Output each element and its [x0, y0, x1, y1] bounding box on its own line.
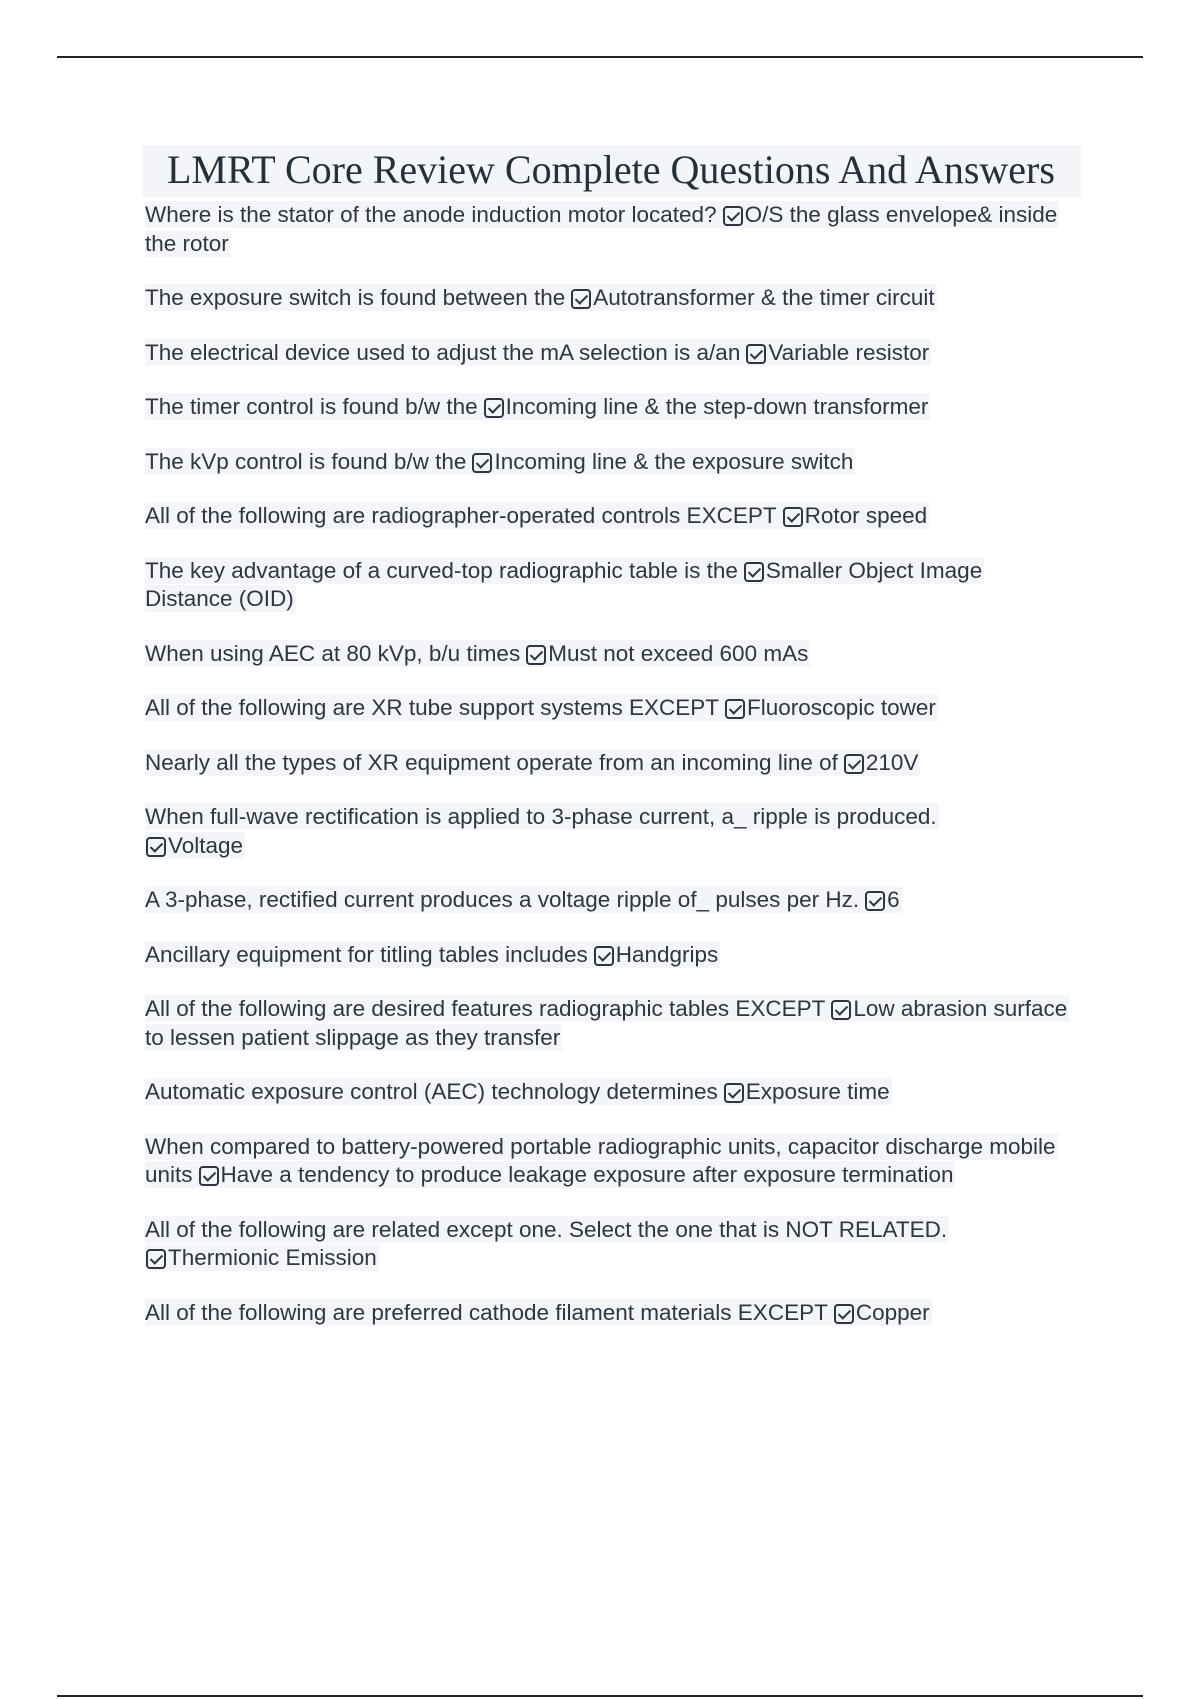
- answer-text: O/S the glass envelope& inside the rotor: [145, 202, 1058, 256]
- answer-text: Handgrips: [615, 941, 719, 967]
- answer-text: 6: [887, 887, 900, 912]
- qa-item-text: [145, 749, 920, 776]
- answer-text: Variable resistor: [768, 339, 930, 365]
- qa-item: [145, 339, 1075, 368]
- qa-item-text: [145, 941, 720, 968]
- question-text: Automatic exposure control (AEC) technology determines: [145, 1079, 718, 1104]
- qa-item: [145, 803, 1075, 860]
- answer-text: 210V: [865, 749, 919, 775]
- question-text: All of the following are preferred cathode filament materials EXCEPT: [145, 1299, 828, 1325]
- checkbox-checked-icon: [834, 1304, 854, 1324]
- qa-item: [145, 393, 1075, 422]
- checkbox-checked-icon: [844, 754, 864, 774]
- qa-item: [145, 941, 1075, 970]
- qa-item-text: [145, 803, 939, 859]
- checkbox-checked-icon: [594, 946, 614, 966]
- checkbox-checked-icon: [724, 1083, 744, 1103]
- question-text: All of the following are XR tube support systems EXCEPT: [145, 695, 720, 720]
- qa-item-text: [145, 284, 937, 311]
- header-rule: [57, 56, 1143, 58]
- qa-item-text: [145, 640, 810, 667]
- question-text: The electrical device used to adjust the mA selection is a/an: [145, 339, 741, 365]
- question-text: When full-wave rectification is applied to 3-phase current, a_ ripple is produced.: [145, 804, 937, 829]
- qa-item: [145, 640, 1075, 669]
- answer-text: Must not exceed 600 mAs: [548, 640, 809, 666]
- checkbox-checked-icon: [146, 837, 166, 857]
- question-text: The timer control is found b/w the: [145, 394, 478, 419]
- answer-text: Incoming line & the exposure switch: [494, 448, 854, 474]
- document-body: [145, 145, 1095, 1353]
- qa-item-text: [145, 995, 1069, 1051]
- checkbox-checked-icon: [472, 453, 492, 473]
- qa-item-text: [145, 393, 930, 420]
- checkbox-checked-icon: [725, 699, 745, 719]
- answer-text: Thermionic Emission: [168, 1245, 377, 1270]
- qa-item-text: [145, 1078, 892, 1105]
- question-text: Nearly all the types of XR equipment operate from an incoming line of: [145, 749, 838, 775]
- checkbox-checked-icon: [723, 206, 743, 226]
- qa-item-text: [145, 502, 929, 529]
- qa-item: [145, 448, 1075, 477]
- checkbox-checked-icon: [831, 1000, 851, 1020]
- qa-item-text: [145, 1133, 1058, 1189]
- question-text: The kVp control is found b/w the: [145, 448, 467, 474]
- qa-item: [145, 749, 1075, 778]
- question-text: All of the following are desired features radiographic tables EXCEPT: [145, 996, 826, 1021]
- checkbox-checked-icon: [146, 1249, 166, 1269]
- qa-item: [145, 694, 1075, 723]
- checkbox-checked-icon: [746, 344, 766, 364]
- qa-item: [145, 1133, 1075, 1190]
- qa-item: [145, 1299, 1075, 1328]
- answer-text: Exposure time: [745, 1079, 890, 1104]
- question-text: The key advantage of a curved-top radiographic table is the: [145, 557, 738, 583]
- qa-item: [145, 995, 1075, 1052]
- qa-item-text: [145, 1299, 932, 1326]
- checkbox-checked-icon: [744, 562, 764, 582]
- checkbox-checked-icon: [199, 1166, 219, 1186]
- question-text: A 3-phase, rectified current produces a voltage ripple of_ pulses per Hz.: [145, 887, 860, 912]
- answer-text: Fluoroscopic tower: [747, 695, 936, 720]
- question-text: Where is the stator of the anode induction motor located?: [145, 202, 717, 227]
- answer-text: Low abrasion surface to lessen patient slippage as they transfer: [145, 996, 1068, 1050]
- qa-item-text: [145, 886, 902, 913]
- qa-item: [145, 201, 1075, 258]
- answer-text: Voltage: [168, 832, 244, 858]
- question-text: When using AEC at 80 kVp, b/u times: [145, 640, 521, 666]
- qa-item-text: [145, 1216, 949, 1272]
- answer-text: Autotransformer & the timer circuit: [593, 285, 935, 310]
- answer-text: Smaller Object Image Distance (OID): [145, 557, 983, 611]
- question-text: All of the following are radiographer-operated controls EXCEPT: [145, 503, 777, 528]
- qa-list: [145, 201, 1095, 1327]
- footer-rule: [57, 1695, 1143, 1697]
- answer-text: Rotor speed: [804, 503, 928, 528]
- qa-item-text: [145, 201, 1059, 257]
- document-title: LMRT Core Review Complete Questions And Answers: [142, 145, 1081, 197]
- qa-item-text: [145, 557, 984, 613]
- answer-text: Have a tendency to produce leakage exposure after exposure termination: [220, 1162, 954, 1187]
- answer-text: Incoming line & the step-down transformer: [505, 394, 929, 419]
- question-text: Ancillary equipment for titling tables includes: [145, 941, 588, 967]
- checkbox-checked-icon: [865, 891, 885, 911]
- qa-item: [145, 1078, 1075, 1107]
- qa-item-text: [145, 448, 855, 475]
- qa-item-text: [145, 694, 938, 721]
- checkbox-checked-icon: [571, 289, 591, 309]
- question-text: The exposure switch is found between the: [145, 285, 566, 310]
- question-text: When compared to battery-powered portable radiographic units, capacitor discharge mobile units: [145, 1133, 1056, 1187]
- qa-item: [145, 502, 1075, 531]
- qa-item: [145, 557, 1075, 614]
- qa-item: [145, 284, 1075, 313]
- question-text: All of the following are related except one. Select the one that is NOT RELATED.: [145, 1216, 948, 1242]
- qa-item: [145, 886, 1075, 915]
- qa-item-text: [145, 339, 931, 366]
- answer-text: Copper: [855, 1299, 930, 1325]
- checkbox-checked-icon: [526, 645, 546, 665]
- checkbox-checked-icon: [484, 398, 504, 418]
- qa-item: [145, 1216, 1075, 1273]
- checkbox-checked-icon: [783, 507, 803, 527]
